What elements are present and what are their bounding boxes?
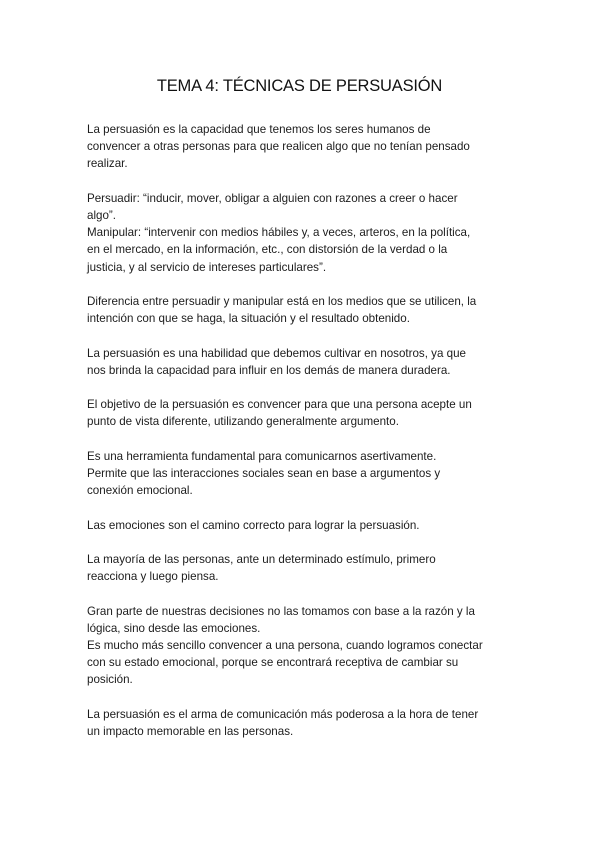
text-line: en el mercado, en la información, etc., con distorsión de la verdad o la — [87, 243, 448, 257]
text-line: La persuasión es el arma de comunicación más poderosa a la hora de tener — [87, 707, 479, 721]
text-line: La persuasión es la capacidad que tenemos los seres humanos de — [87, 123, 431, 136]
paragraph — [87, 551, 527, 585]
paragraph — [87, 448, 527, 500]
text-line: justicia, y al servicio de intereses particulares”. — [87, 260, 327, 274]
text-line: La mayoría de las personas, ante un determinado estímulo, primero — [87, 552, 436, 566]
text-line: Manipular: “intervenir con medios hábiles y, a veces, arteros, en la política, — [87, 226, 471, 240]
paragraph — [87, 190, 527, 276]
paragraph — [87, 706, 527, 740]
text-line: convencer a otras personas para que realicen algo que no tenían pensado — [87, 140, 470, 154]
text-line: Persuadir: “inducir, mover, obligar a alguien con razones a creer o hacer — [87, 191, 458, 205]
text-line: algo”. — [87, 209, 117, 222]
text-line: Las emociones son el camino correcto para lograr la persuasión. — [87, 518, 420, 532]
paragraph — [87, 517, 527, 534]
text-line: punto de vista diferente, utilizando generalmente argumento. — [87, 415, 399, 429]
text-line: nos brinda la capacidad para influir en los demás de manera duradera. — [87, 363, 451, 377]
document-body — [87, 121, 527, 757]
text-line: Es mucho más sencillo convencer a una persona, cuando logramos conectar — [87, 638, 483, 652]
text-line: posición. — [87, 673, 133, 687]
text-line: Diferencia entre persuadir y manipular está en los medios que se utilicen, la — [87, 295, 477, 308]
text-line: lógica, sino desde las emociones. — [87, 621, 261, 635]
paragraph — [87, 603, 527, 689]
text-line: El objetivo de la persuasión es convencer para que una persona acepte un — [87, 398, 472, 412]
paragraph — [87, 396, 527, 430]
text-line: conexión emocional. — [87, 484, 193, 498]
text-line: con su estado emocional, porque se encontrará receptiva de cambiar su — [87, 656, 459, 670]
text-line: un impacto memorable en las personas. — [87, 724, 294, 738]
paragraph — [87, 293, 527, 327]
text-line: reacciona y luego piensa. — [87, 570, 219, 584]
text-line: intención con que se haga, la situación y el resultado obtenido. — [87, 312, 410, 326]
text-line: Permite que las interacciones sociales sean en base a argumentos y — [87, 466, 441, 480]
paragraph — [87, 345, 527, 379]
paragraph — [87, 121, 527, 173]
document-title: TEMA 4: TÉCNICAS DE PERSUASIÓN — [156, 77, 443, 95]
text-line: Es una herramienta fundamental para comunicarnos asertivamente. — [87, 449, 437, 463]
text-line: La persuasión es una habilidad que debemos cultivar en nosotros, ya que — [87, 346, 466, 360]
text-line: realizar. — [87, 157, 128, 171]
text-line: Gran parte de nuestras decisiones no las tomamos con base a la razón y la — [87, 604, 475, 618]
